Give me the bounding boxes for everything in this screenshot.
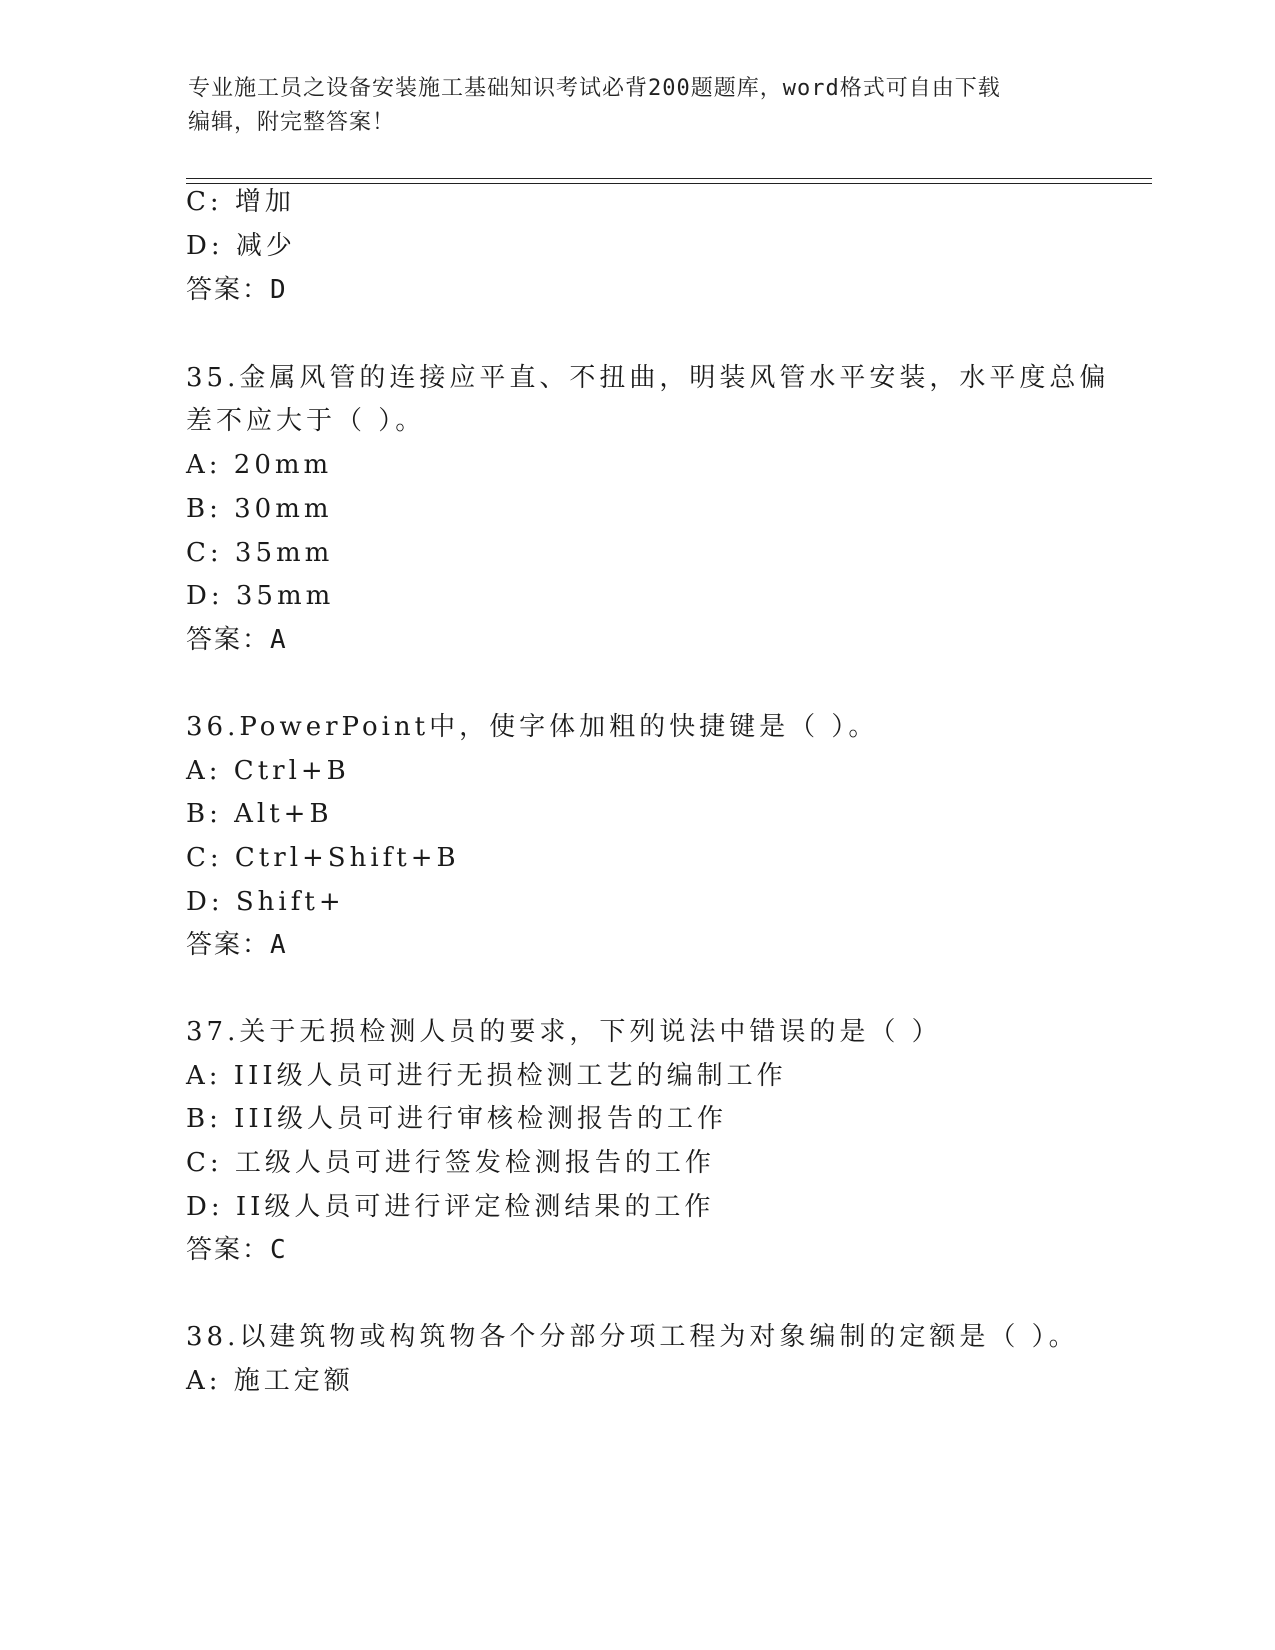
- answer-line: 答案：D: [186, 275, 288, 305]
- question-35-answer: 答案：A: [186, 625, 288, 655]
- question-37-option-a: A: III级人员可进行无损检测工艺的编制工作: [186, 1061, 787, 1091]
- question-36-option-c: C: Ctrl+Shift+B: [186, 843, 460, 873]
- question-35-option-d: D: 35mm: [186, 581, 335, 611]
- question-37-stem: 37.关于无损检测人员的要求，下列说法中错误的是（ ）: [186, 1017, 942, 1047]
- question-37-option-b: B: III级人员可进行审核检测报告的工作: [186, 1104, 727, 1134]
- question-37-option-c: C: 工级人员可进行签发检测报告的工作: [186, 1148, 715, 1178]
- option-c: C: 增加: [186, 187, 295, 217]
- question-35-option-c: C: 35mm: [186, 538, 334, 568]
- header-divider: [186, 178, 1152, 184]
- question-37-option-d: D: II级人员可进行评定检测结果的工作: [186, 1192, 715, 1222]
- question-38-stem: 38.以建筑物或构筑物各个分部分项工程为对象编制的定额是（ ）。: [186, 1322, 1079, 1352]
- question-36-option-b: B: Alt+B: [186, 799, 333, 829]
- question-37-answer: 答案：C: [186, 1235, 288, 1265]
- question-38-option-a: A: 施工定额: [186, 1366, 354, 1396]
- header-title-line-1: 专业施工员之设备安装施工基础知识考试必背200题题库，word格式可自由下载: [188, 76, 1001, 101]
- question-35-stem-line-2: 差不应大于（ ）。: [186, 406, 426, 436]
- question-36-answer: 答案：A: [186, 930, 288, 960]
- header-title-line-2: 编辑，附完整答案！: [188, 110, 396, 135]
- question-35-option-b: B: 30mm: [186, 494, 333, 524]
- question-36-option-d: D: Shift+: [186, 887, 345, 917]
- question-36-stem: 36.PowerPoint中，使字体加粗的快捷键是（ ）。: [186, 712, 879, 742]
- document-header: [188, 72, 1088, 140]
- question-36-option-a: A: Ctrl+B: [186, 756, 350, 786]
- question-35-option-a: A: 20mm: [186, 450, 333, 480]
- question-35-stem-line-1: 35.金属风管的连接应平直、不扭曲，明装风管水平安装，水平度总偏: [186, 363, 1110, 393]
- option-d: D: 减少: [186, 231, 296, 261]
